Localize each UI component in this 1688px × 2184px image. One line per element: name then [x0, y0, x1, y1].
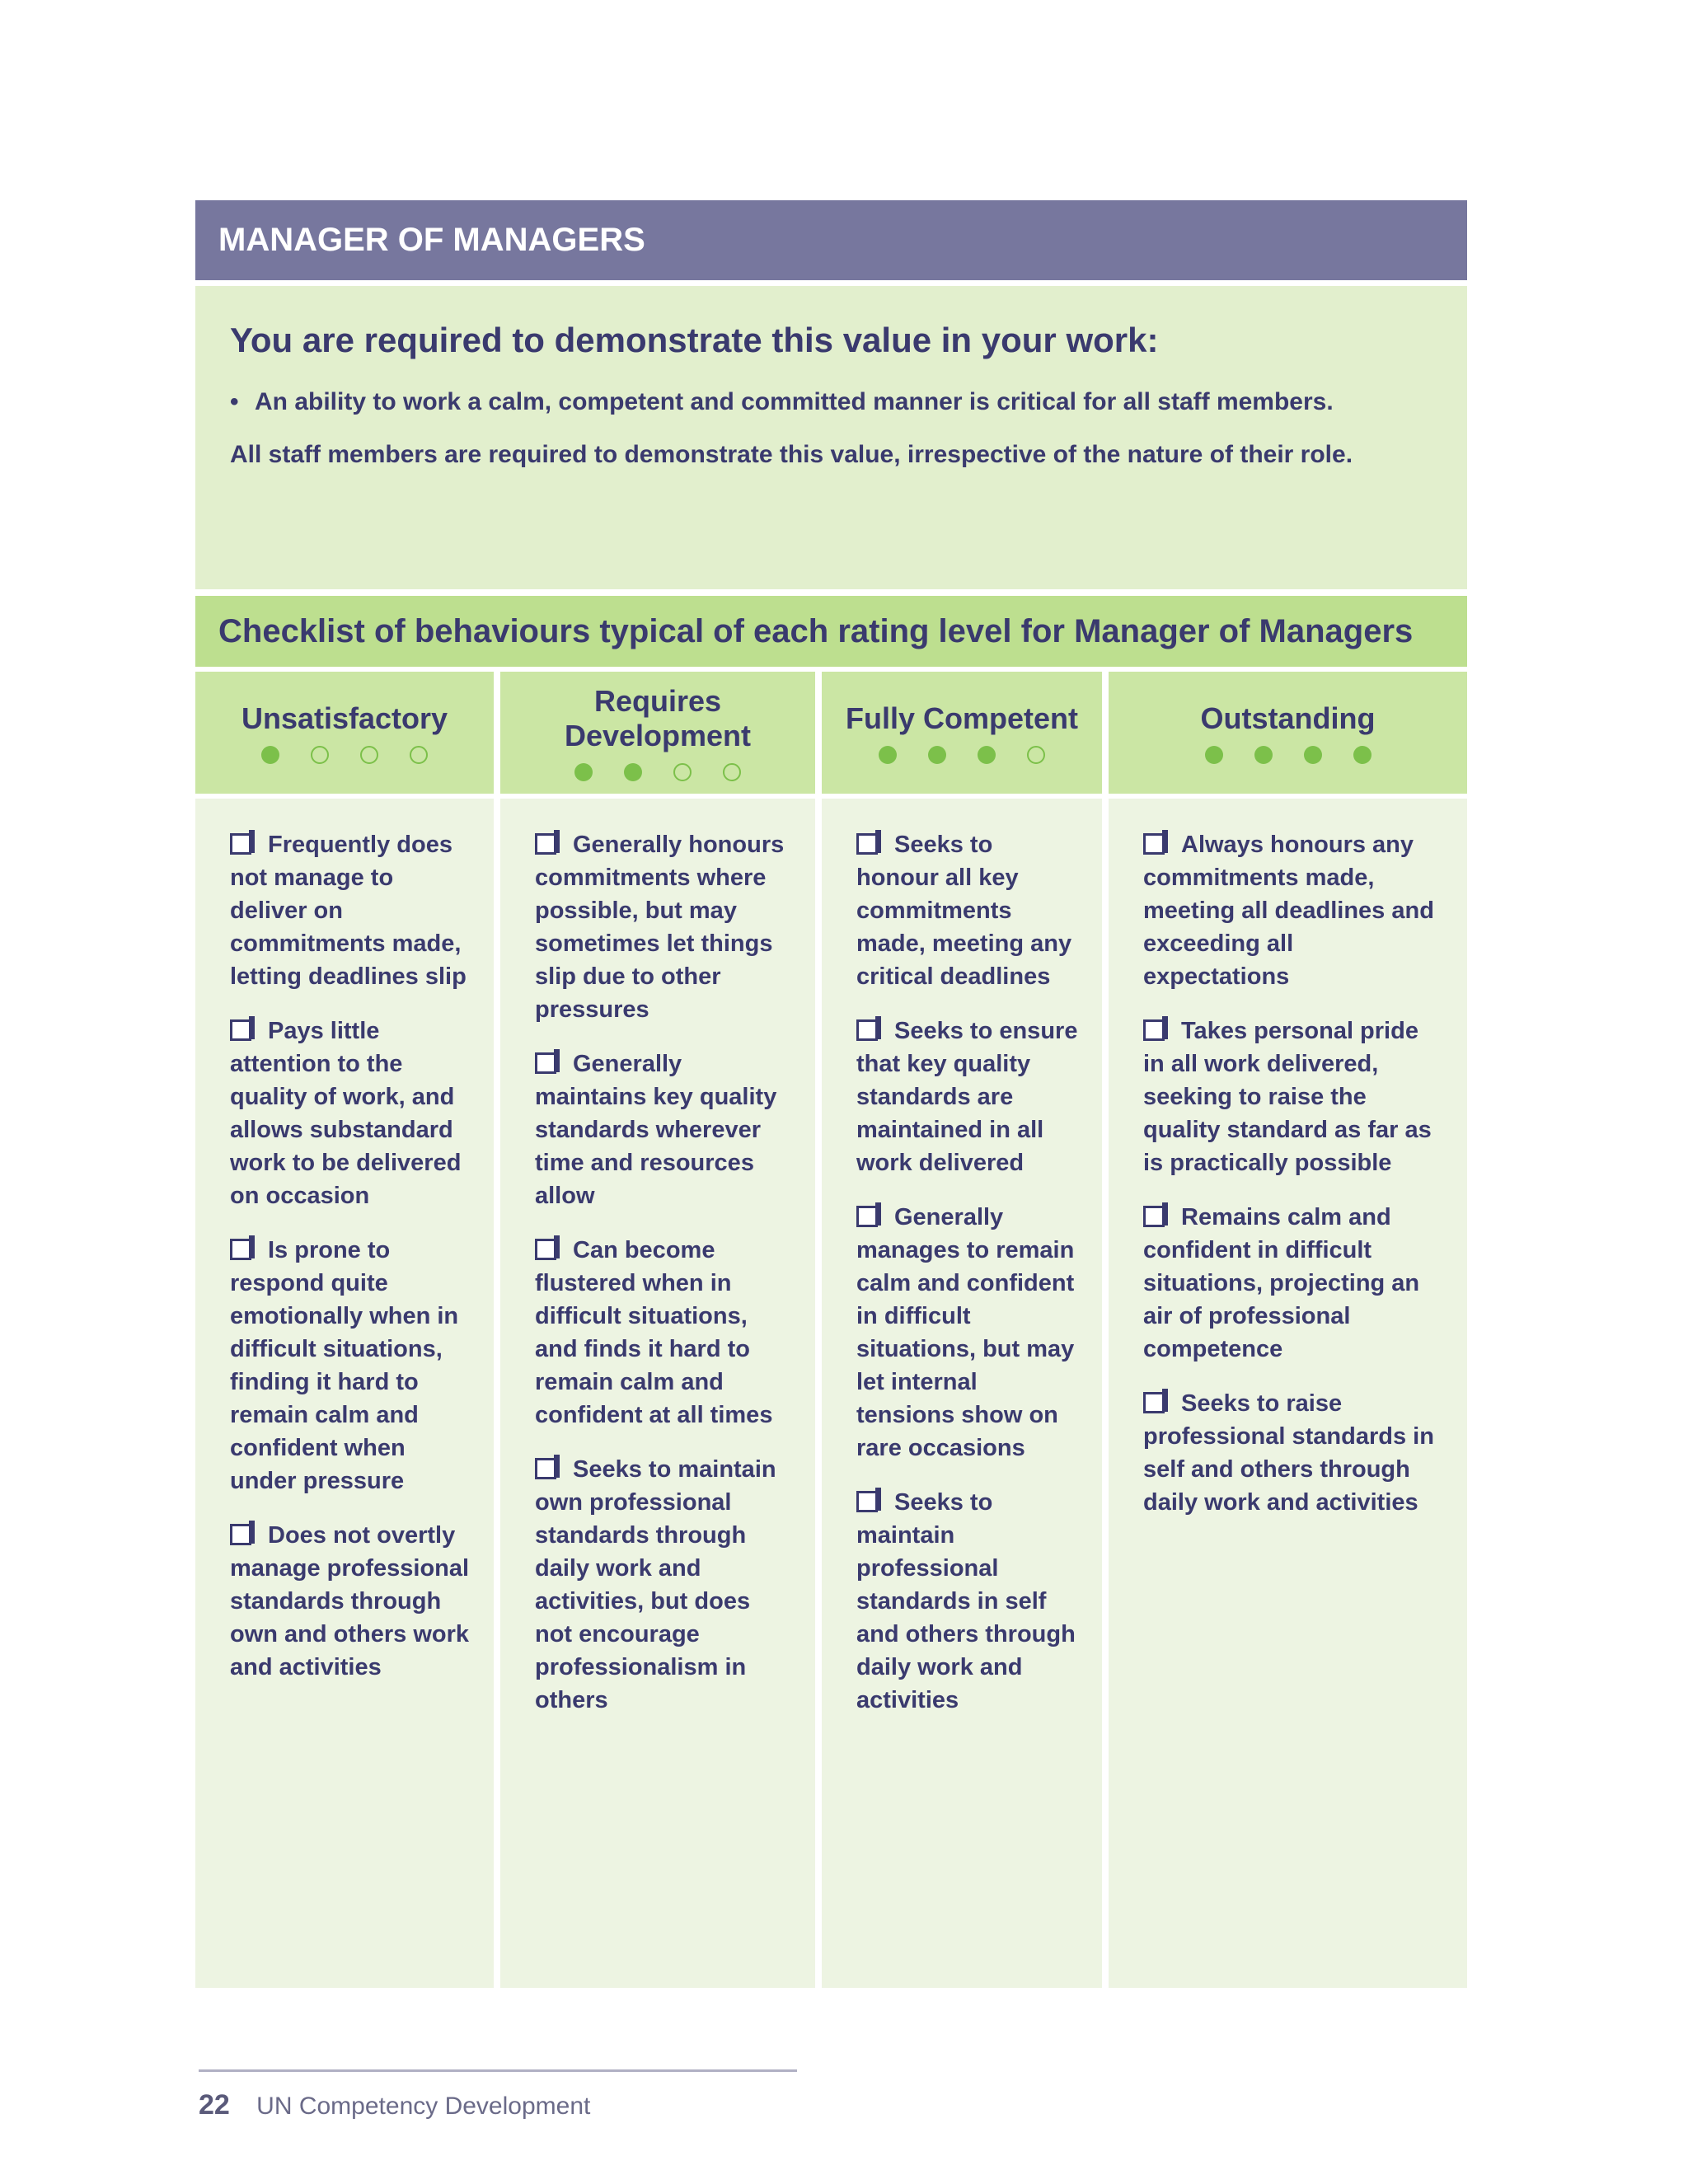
checklist-item: Is prone to respond quite emotionally when in difficult situations, finding it hard to remain calm and confident when under pressure	[230, 1237, 459, 1494]
checklist-item: Takes personal pride in all work delivered, seeking to raise the quality standard as far as is practically possible	[1143, 1018, 1432, 1176]
intro-note: All staff members are required to demonstrate this value, irrespective of the nature of their role.	[230, 441, 1353, 468]
column-header-fully-competent	[822, 672, 1102, 794]
checklist-item: Does not overtly manage professional standards through own and others work and activities	[230, 1522, 470, 1680]
intro-heading: You are required to demonstrate this value in your work:	[230, 321, 1159, 359]
intro-bullet-text: An ability to work a calm, competent and committed manner is critical for all staff members.	[255, 388, 1334, 415]
column-header-outstanding	[1109, 672, 1467, 794]
footer-divider	[199, 2069, 797, 2072]
rating-dot-filled-icon	[1353, 746, 1372, 764]
footer-text: UN Competency Development	[256, 2093, 591, 2120]
checkbox-icon[interactable]	[535, 1458, 556, 1479]
rating-dot-empty-icon	[311, 746, 329, 764]
checklist-item: Generally honours commitments where possible, but may sometimes let things slip due to other pressures	[535, 832, 785, 1023]
rating-dots	[1205, 746, 1372, 764]
checkbox-icon[interactable]	[856, 1491, 878, 1512]
checkbox-icon[interactable]	[1143, 833, 1165, 855]
rating-dot-empty-icon	[360, 746, 378, 764]
checklist-item: Seeks to raise professional standards in self and others through daily work and activities	[1143, 1390, 1434, 1516]
rating-dot-filled-icon	[1205, 746, 1223, 764]
rating-dot-filled-icon	[1304, 746, 1322, 764]
column-header-unsatisfactory	[195, 672, 494, 794]
checklist-item: Pays little attention to the quality of work, and allows substandard work to be delivered on occasion	[230, 1018, 462, 1209]
checkbox-icon[interactable]	[856, 1019, 878, 1041]
bullet-icon: •	[230, 388, 239, 415]
rating-dot-filled-icon	[879, 746, 897, 764]
rating-dots	[574, 763, 741, 781]
rating-dot-filled-icon	[1254, 746, 1273, 764]
checkbox-icon[interactable]	[1143, 1206, 1165, 1227]
checklist-item: Frequently does not manage to deliver on commitments made, letting deadlines slip	[230, 832, 467, 990]
rating-dot-filled-icon	[624, 763, 642, 781]
checkbox-icon[interactable]	[1143, 1392, 1165, 1413]
section-title: MANAGER OF MANAGERS	[195, 200, 1467, 280]
rating-dot-empty-icon	[410, 746, 428, 764]
column-body-outstanding	[1109, 799, 1467, 1988]
intro-panel	[195, 286, 1467, 589]
column-body-requires-development	[500, 799, 815, 1988]
checkbox-icon[interactable]	[230, 833, 251, 855]
checkbox-icon[interactable]	[856, 833, 878, 855]
page-footer	[199, 2089, 590, 2121]
checkbox-icon[interactable]	[230, 1524, 251, 1545]
checklist-item: Seeks to maintain professional standards in self and others through daily work and activities	[856, 1489, 1076, 1713]
intro-bullet	[230, 388, 1432, 416]
rating-dots	[261, 746, 428, 764]
column-label: Requires Development	[564, 684, 752, 752]
checklist-item: Generally manages to remain calm and confident in difficult situations, but may let internal tensions show on rare occasions	[856, 1204, 1075, 1461]
rating-dot-filled-icon	[928, 746, 946, 764]
page-number: 22	[199, 2089, 230, 2121]
checklist-item: Can become flustered when in difficult situations, and finds it hard to remain calm and confident at all times	[535, 1237, 773, 1428]
column-label: Outstanding	[1200, 701, 1376, 735]
checkbox-icon[interactable]	[856, 1206, 878, 1227]
rating-dots	[879, 746, 1045, 764]
checkbox-icon[interactable]	[1143, 1019, 1165, 1041]
checklist-item: Always honours any commitments made, meeting all deadlines and exceeding all expectations	[1143, 832, 1434, 990]
column-label: Unsatisfactory	[241, 701, 448, 735]
checkbox-icon[interactable]	[535, 1052, 556, 1074]
column-body-fully-competent	[822, 799, 1102, 1988]
checklist-item: Remains calm and confident in difficult situations, projecting an air of professional competence	[1143, 1204, 1420, 1362]
rating-dot-filled-icon	[574, 763, 593, 781]
checklist-item: Seeks to maintain own professional standards through daily work and activities, but does not encourage professionalism in others	[535, 1456, 776, 1713]
rating-dot-empty-icon	[1027, 746, 1045, 764]
checkbox-icon[interactable]	[535, 833, 556, 855]
checklist-item: Seeks to ensure that key quality standards are maintained in all work delivered	[856, 1018, 1078, 1176]
rating-dot-filled-icon	[978, 746, 996, 764]
column-label: Fully Competent	[845, 701, 1078, 735]
column-header-requires-development	[500, 672, 815, 794]
rating-dot-empty-icon	[723, 763, 741, 781]
checklist-item: Generally maintains key quality standards wherever time and resources allow	[535, 1051, 777, 1209]
rating-dot-empty-icon	[673, 763, 692, 781]
checkbox-icon[interactable]	[535, 1239, 556, 1260]
column-body-unsatisfactory	[195, 799, 494, 1988]
checkbox-icon[interactable]	[230, 1019, 251, 1041]
rating-dot-filled-icon	[261, 746, 279, 764]
checklist-heading: Checklist of behaviours typical of each rating level for Manager of Managers	[195, 596, 1467, 667]
checkbox-icon[interactable]	[230, 1239, 251, 1260]
checklist-item: Seeks to honour all key commitments made, meeting any critical deadlines	[856, 832, 1072, 990]
